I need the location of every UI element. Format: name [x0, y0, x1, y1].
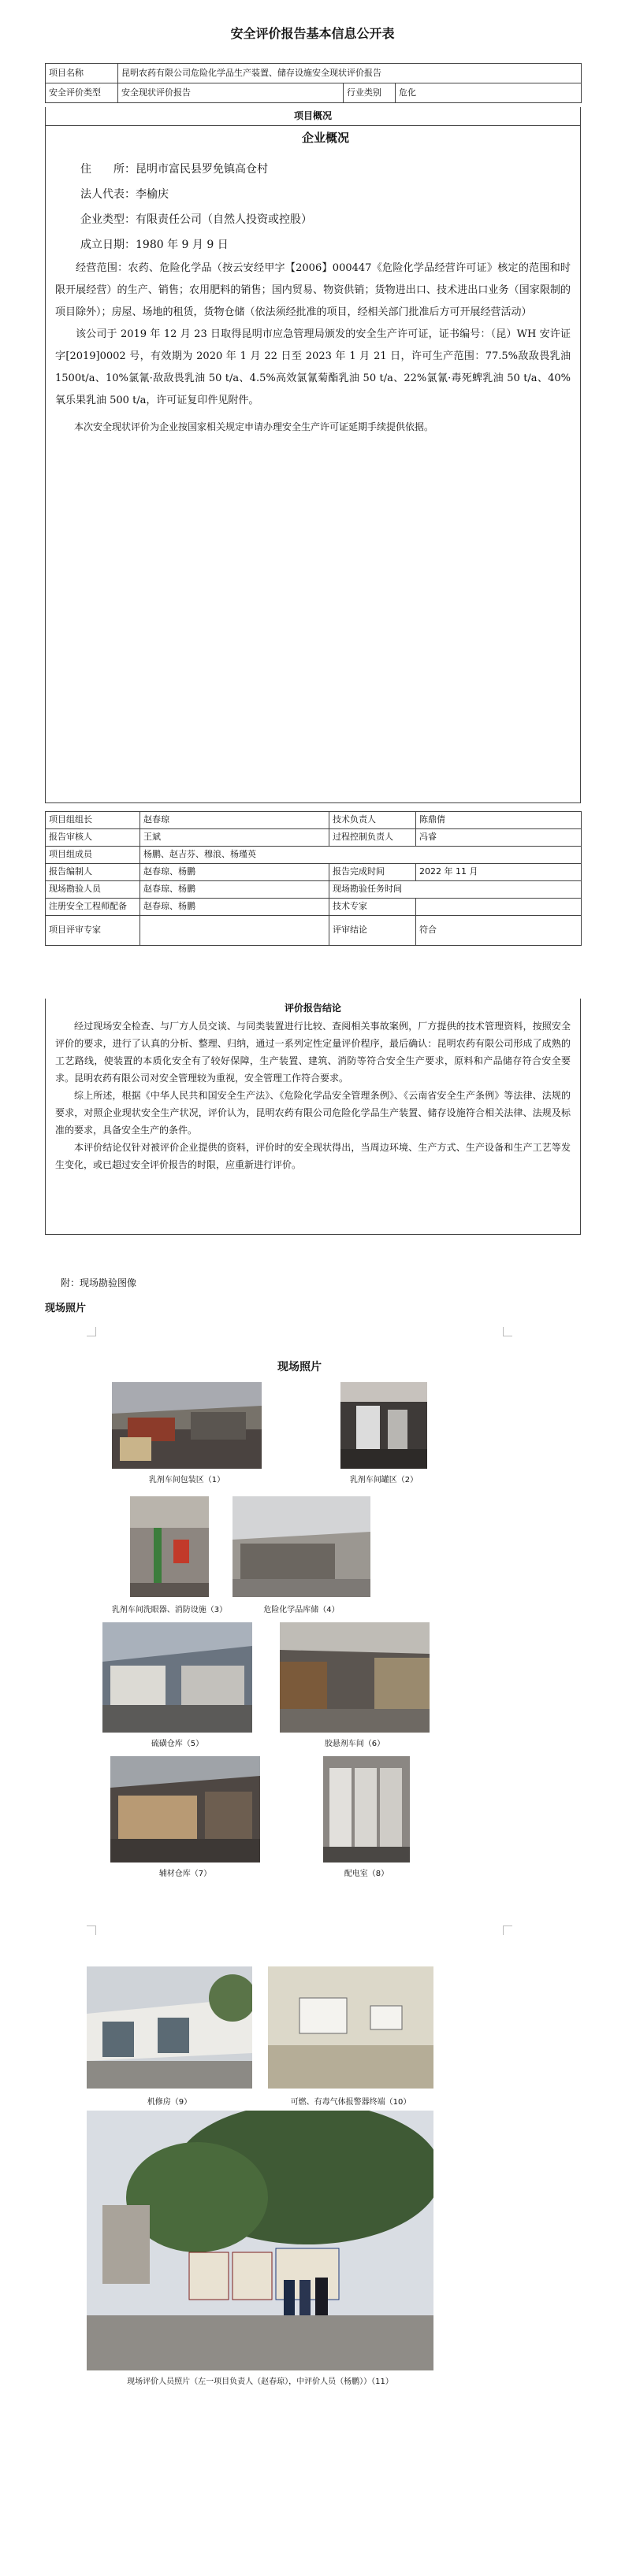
- review-result-value: 符合: [416, 916, 582, 946]
- process-lead-value: 冯睿: [416, 829, 582, 847]
- photo-caption: 机修房（9）: [147, 2098, 192, 2107]
- members-label: 项目组成员: [46, 847, 140, 864]
- photo-caption: 危险化学品库储（4）: [263, 1606, 340, 1614]
- project-name-value: 昆明农药有限公司危险化学品生产装置、储存设施安全现状评价报告: [118, 64, 582, 83]
- business-scope-paragraph: 经营范围：农药、危险化学品（按云安经甲字【2006】000447《危险化学品经营许可证》核定的范围和时限开展经营）的生产、销售；农用肥料的销售；国内贸易、物资供销；货物进出口、技术进出口业务（国家限制的项目除外）；房屋、场地的租赁，货物仓储（依法须经批准的项目，经相关部门批准后方可开展经营活动）: [55, 262, 571, 318]
- tech-lead-label: 技术负责人: [329, 812, 416, 829]
- page-title: 安全评价报告基本信息公开表: [230, 26, 395, 41]
- photo-caption: 辅材仓库（7）: [158, 1870, 212, 1878]
- company-type-label: 企业类型：: [80, 213, 136, 226]
- photo-caption: 现场评价人员照片（左一项目负责人（赵春琼），中评价人员（杨鹏））（11）: [127, 2378, 393, 2386]
- company-type-value: 有限责任公司（自然人投资或控股）: [136, 213, 312, 226]
- photo-caption: 可燃、有毒气体报警器终端（10）: [290, 2098, 411, 2107]
- company-overview-heading: 企业概况: [301, 131, 349, 145]
- photo-auxiliary-warehouse: [110, 1756, 260, 1863]
- photo-suspension-workshop: [280, 1622, 430, 1733]
- eval-type-label: 安全评价类型: [46, 83, 118, 103]
- founded-line: [80, 232, 571, 258]
- conclusion-heading: 评价报告结论: [284, 1003, 341, 1014]
- photo-caption: 配电室（8）: [344, 1870, 389, 1878]
- attachment-note: 附：现场勘验图像: [61, 1277, 137, 1288]
- photo-sulfur-warehouse: [102, 1622, 252, 1733]
- photo-sheet: [87, 1327, 512, 2556]
- reg-engineer-value: 赵春琼、杨鹏: [140, 899, 329, 916]
- done-date-label: 报告完成时间: [329, 864, 416, 881]
- address-line: [80, 157, 571, 182]
- purpose-paragraph: 本次安全现状评价为企业按国家相关规定申请办理安全生产许可证延期手续提供依据。: [74, 421, 434, 432]
- tech-expert-label: 技术专家: [329, 899, 416, 916]
- photo-caption: 乳剂车间包装区（1）: [148, 1476, 225, 1484]
- survey-value: 赵春琼、杨鹏: [140, 881, 329, 899]
- photo-caption: 乳剂车间洗眼器、消防设施（3）: [111, 1606, 228, 1614]
- crop-mark: [87, 1327, 96, 1336]
- project-overview-heading: 项目概况: [46, 107, 580, 126]
- photo-distribution-room: [323, 1756, 410, 1863]
- reg-engineer-label: 注册安全工程师配备: [46, 899, 140, 916]
- photo-sheet-title: 现场照片: [277, 1361, 322, 1373]
- address-label: 住 所：: [80, 163, 136, 176]
- crop-mark: [87, 1926, 96, 1935]
- done-date-value: 2022 年 11 月: [416, 864, 582, 881]
- legal-rep-value: 李榆庆: [136, 188, 169, 201]
- company-type-line: [80, 207, 571, 232]
- photo-packaging-area: [112, 1382, 262, 1469]
- industry-value: 危化: [396, 83, 582, 103]
- industry-label: 行业类别: [344, 83, 396, 103]
- photo-repair-shop: [87, 1966, 252, 2089]
- legal-rep-label: 法人代表：: [80, 188, 136, 201]
- review-result-label: 评审结论: [329, 916, 416, 946]
- photos-title: 现场照片: [45, 1303, 87, 1314]
- tech-expert-value: [416, 899, 582, 916]
- photo-evaluators: [87, 2111, 433, 2370]
- basic-info-table: [45, 63, 582, 103]
- photo-hazchem-storage: [233, 1496, 370, 1597]
- compiler-value: 赵春琼、杨鹏: [140, 864, 329, 881]
- license-paragraph: 该公司于 2019 年 12 月 23 日取得昆明市应急管理局颁发的安全生产许可证，证书编号：（昆）WH 安许证字[2019]0002 号，有效期为 2020 年 1 月 22 日至 2023 年 1 月 21 日，许可生产范围：77.5%敌敌畏乳油 1500t/a、10%氯氰·敌敌畏乳油 50 t/a、4.5%高效氯氰菊酯乳油 50 t/a、22%氯氰·毒死蜱乳油 50 t/a、40%氧乐果乳油 500 t/a，许可证复印件见附件。: [55, 328, 571, 406]
- photo-caption: 胶悬剂车间（6）: [324, 1740, 385, 1748]
- reviewer-value: 王斌: [140, 829, 329, 847]
- review-expert-label: 项目评审专家: [46, 916, 140, 946]
- photo-caption: 乳剂车间罐区（2）: [349, 1476, 419, 1484]
- address-value: 昆明市富民县罗免镇高仓村: [136, 163, 268, 176]
- photo-tank-area: [340, 1382, 427, 1469]
- review-expert-value: [140, 916, 329, 946]
- conclusion-paragraph-2: 综上所述，根据《中华人民共和国安全生产法》、《危险化学品安全管理条例》、《云南省安全生产条例》等法律、法规的要求，对照企业现状安全生产状况，评价认为，昆明农药有限公司危险化学品生产装置、储存设施符合相关法律、法规及标准的要求，具备安全生产的条件。: [55, 1090, 571, 1136]
- conclusion-paragraph-3: 本评价结论仅针对被评价企业提供的资料，评价时的安全现状得出，当周边环境、生产方式、生产设备和生产工艺等发生变化，或已超过安全评价报告的时限，应重新进行评价。: [55, 1142, 571, 1170]
- legal-rep-line: [80, 182, 571, 207]
- survey-label: 现场勘验人员: [46, 881, 140, 899]
- photo-caption: 硫磺仓库（5）: [151, 1740, 204, 1748]
- leader-label: 项目组组长: [46, 812, 140, 829]
- eval-type-value: 安全现状评价报告: [118, 83, 344, 103]
- photo-eyewash: [130, 1496, 209, 1597]
- crop-mark: [503, 1327, 512, 1336]
- founded-value: 1980 年 9 月 9 日: [136, 239, 229, 251]
- conclusion-section: [45, 999, 581, 1235]
- project-overview-section: [45, 107, 581, 803]
- reviewer-label: 报告审核人: [46, 829, 140, 847]
- tech-lead-value: 陈鼎倩: [416, 812, 582, 829]
- survey-time-label: 现场勘验任务时间: [329, 881, 582, 899]
- project-name-label: 项目名称: [46, 64, 118, 83]
- founded-label: 成立日期：: [80, 239, 136, 251]
- conclusion-paragraph-1: 经过现场安全检查、与厂方人员交谈、与同类装置进行比较、查阅相关事故案例，厂方提供的技术管理资料，按照安全评价的要求，进行了认真的分析、整理、归纳，通过一系列定性定量评价程序，最后确认：昆明农药有限公司形成了成熟的工艺路线，使装置的本质化安全有了较好保障，生产装置、建筑、消防等符合安全生产要求，原料和产品储存符合安全要求。昆明农药有限公司对安全管理较为重视，安全管理工作符合要求。: [55, 1021, 571, 1084]
- leader-value: 赵春琼: [140, 812, 329, 829]
- photo-gas-alarm-terminal: [268, 1966, 433, 2089]
- crop-mark: [503, 1926, 512, 1935]
- members-value: 杨鹏、赵吉芬、穆浪、杨瑾英: [140, 847, 582, 864]
- project-team-table: [45, 811, 582, 946]
- compiler-label: 报告编制人: [46, 864, 140, 881]
- process-lead-label: 过程控制负责人: [329, 829, 416, 847]
